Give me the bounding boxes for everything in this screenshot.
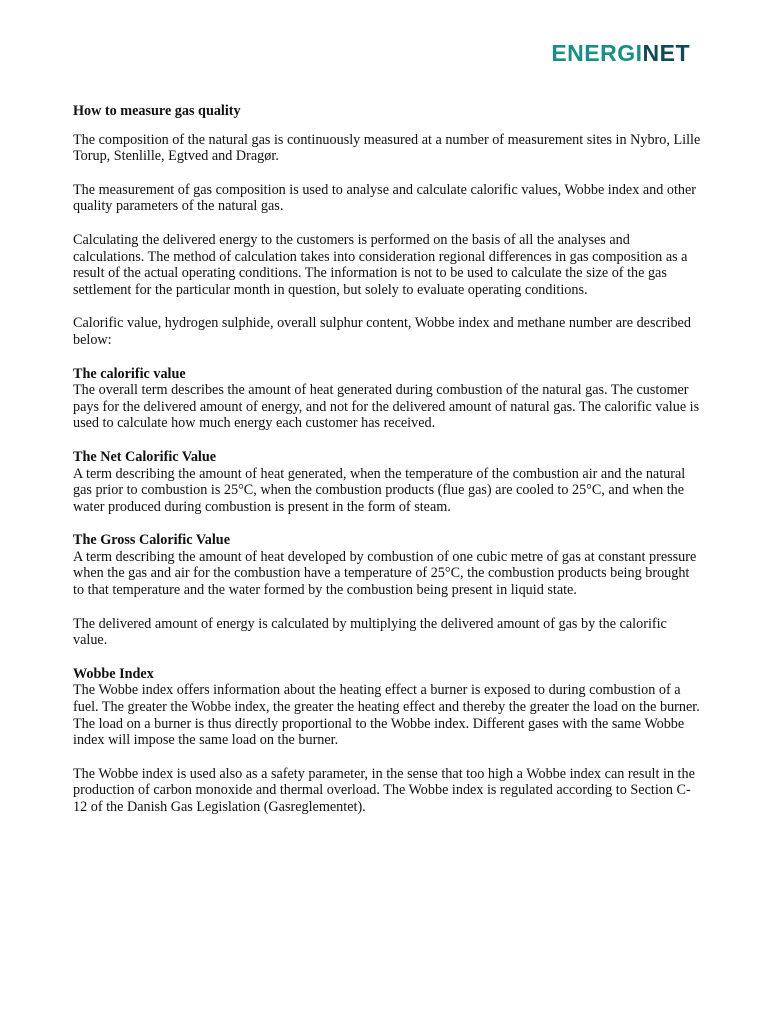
logo-text-energi: ENERGI bbox=[551, 40, 643, 66]
section-heading: The Net Calorific Value bbox=[73, 448, 217, 465]
section-body: The Wobbe index offers information about the heating effect a burner is exposed to during combustion of a fuel. The greater the Wobbe index, the greater the heating effect and thereby the greater the load on the burner. The load on a burner is thus directly proportional to the Wobbe index. Different gases with the same Wobbe index will impose the same load on the burner. bbox=[73, 682, 700, 749]
section-gross-calorific-value bbox=[73, 532, 703, 598]
wobbe-safety-paragraph: The Wobbe index is used also as a safety parameter, in the sense that too high a Wobbe index can result in the production of carbon monoxide and thermal overload. The Wobbe index is regulated according to Section C-12 of the Danish Gas Legislation (Gasreglementet). bbox=[73, 765, 695, 815]
delivered-energy-paragraph: The delivered amount of energy is calculated by multiplying the delivered amount of gas by the calorific value. bbox=[73, 615, 667, 649]
section-wobbe-index bbox=[73, 666, 703, 749]
section-heading: The Gross Calorific Value bbox=[73, 532, 230, 549]
logo-text-net: NET bbox=[642, 40, 690, 66]
document-body bbox=[73, 103, 703, 833]
section-body: The overall term describes the amount of heat generated during combustion of the natural gas. The customer pays for the delivered amount of energy, and not for the delivered amount of natural gas. The calorific value is used to calculate how much energy each customer has received. bbox=[73, 382, 700, 432]
section-calorific-value bbox=[73, 366, 703, 432]
intro-paragraph-4: Calorific value, hydrogen sulphide, overall sulphur content, Wobbe index and methane number are described below: bbox=[73, 315, 691, 348]
section-heading: The calorific value bbox=[73, 365, 186, 382]
section-body: A term describing the amount of heat developed by combustion of one cubic metre of gas at constant pressure when the gas and air for the combustion have a temperature of 25°C, the combustion products being brought to that temperature and the water formed by the combustion being present in liquid state. bbox=[73, 548, 697, 599]
section-body: A term describing the amount of heat generated, when the temperature of the combustion air and the natural gas prior to combustion is 25°C, when the combustion products (flue gas) are cooled to 25°C, and when the water produced during combustion is present in the form of steam. bbox=[73, 465, 686, 515]
intro-paragraph-3: Calculating the delivered energy to the customers is performed on the basis of all the analyses and calculations. The method of calculation takes into consideration regional differences in gas composition as a result of the actual operating conditions. The information is not to be used to calculate the size of the gas settlement for the particular month in question, but solely to evaluate operating conditions. bbox=[73, 231, 688, 298]
document-title: How to measure gas quality bbox=[73, 103, 241, 119]
intro-paragraph-2: The measurement of gas composition is used to analyse and calculate calorific values, Wobbe index and other quality parameters of the natural gas. bbox=[73, 181, 697, 215]
energinet-logo bbox=[551, 40, 690, 66]
intro-paragraph-1: The composition of the natural gas is continuously measured at a number of measurement sites in Nybro, Lille Torup, Stenlille, Egtved and Dragør. bbox=[73, 131, 701, 165]
section-net-calorific-value bbox=[73, 449, 703, 515]
section-heading: Wobbe Index bbox=[73, 665, 154, 682]
